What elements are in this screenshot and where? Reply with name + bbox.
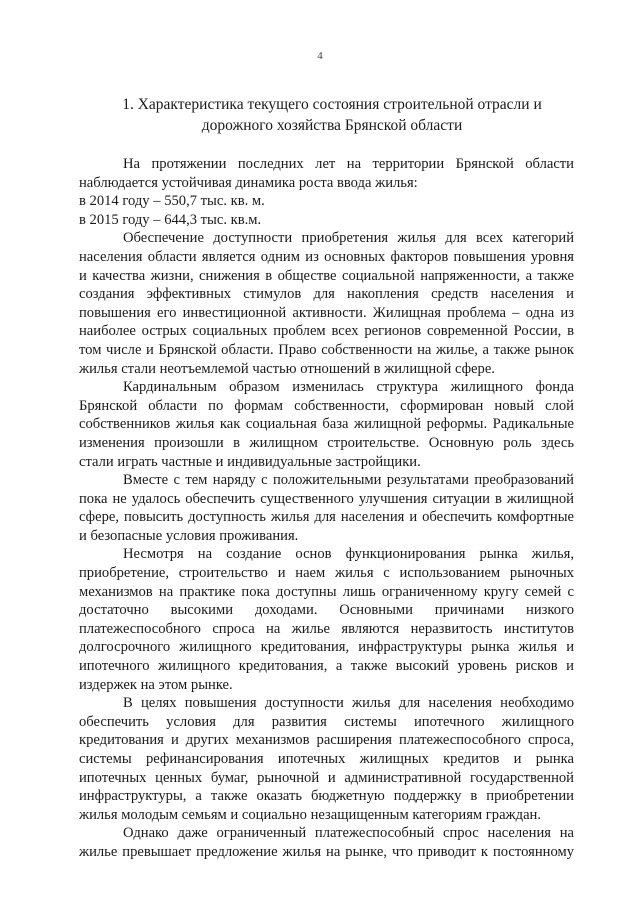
paragraph [79,471,574,545]
paragraph-line: создания эффективных стимулов для накопления средств населения и [79,286,574,303]
paragraph-line: жилье превышает предложение жилья на рынке, что приводит к постоянному [79,843,574,860]
paragraph-line: наблюдается устойчивая динамика роста ввода жилья: [79,174,418,191]
paragraph [79,694,574,824]
paragraph-line: приобретение, строительство и наем жилья с использованием рыночных [79,565,574,582]
paragraph-line: платежеспособного спроса на жилье являются неразвитость институтов [79,620,574,637]
page-number: 4 [317,50,323,62]
paragraph-line: и качества жизни, снижения в обществе социальной напряженности, а также [79,267,574,284]
paragraph-line: издержек на этом рынке. [79,676,233,693]
paragraph-line: ипотечных ценных бумаг, рыночной и административной государственной [79,769,574,786]
paragraph-line: Брянской области по формам собственности, сформирован новый слой [79,397,574,414]
paragraph-line: жилья стали неотъемлемой частью отношений в жилищной сфере. [79,360,495,377]
section-heading [112,94,552,136]
paragraph-line: долгосрочного жилищного кредитования, инфраструктуры рынка жилья и [79,639,574,656]
section-heading-line: дорожного хозяйства Брянской области [201,117,463,134]
paragraph-line: инфраструктуры, а также оказать бюджетную поддержку в приобретении [79,788,574,805]
paragraph-line: Кардинальным образом изменилась структура жилищного фонда [123,379,574,396]
paragraph-line: Несмотря на создание основ функционирования рынка жилья, [123,546,574,563]
paragraph [79,824,574,861]
paragraph [79,378,574,471]
paragraph-line: жилья молодым семьям и социально незащищенным категориям граждан. [79,806,542,823]
paragraph-line: В целях повышения доступности жилья для населения необходимо [123,695,574,712]
paragraph-line: и безопасные условия проживания. [79,527,299,544]
paragraph-line: пока не удалось обеспечить существенного улучшения ситуации в жилищной [79,490,574,507]
paragraph-line: Однако даже ограниченный платежеспособный спрос населения на [123,825,574,842]
paragraph-line: Обеспечение доступности приобретения жилья для всех категорий [123,230,574,247]
paragraph [79,155,574,192]
paragraph-line: кредитования и других механизмов расширения платежеспособного спроса, [79,732,574,749]
paragraph-line: ипотечного жилищного кредитования, а также высокий уровень рисков и [79,658,574,675]
body-text [79,155,574,862]
paragraph [79,211,574,230]
paragraph-line: в 2015 году – 644,3 тыс. кв.м. [79,211,262,228]
paragraph [79,229,574,378]
paragraph-line: обеспечить условия для развития системы ипотечного жилищного [79,713,574,730]
paragraph-line: изменения произошли в жилищном строительстве. Основную роль здесь [79,434,574,451]
paragraph-line: На протяжении последних лет на территории Брянской области [123,156,574,172]
paragraph-line: том числе и Брянской области. Право собственности на жилье, а также рынок [79,341,574,358]
paragraph-line: системы рефинансирования ипотечных жилищных кредитов и рынка [79,751,574,767]
paragraph [79,192,574,211]
paragraph-line: достаточно высокими доходами. Основными причинами низкого [79,602,574,619]
paragraph-line: повышения его инвестиционной активности. Жилищная проблема – одна из [79,304,574,321]
paragraph-line: механизмов на практике пока доступны лишь ограниченному кругу семей с [79,583,574,600]
paragraph [79,545,574,694]
paragraph-line: сфере, повысить доступность жилья для населения и обеспечить комфортные [79,509,574,526]
paragraph-line: в 2014 году – 550,7 тыс. кв. м. [79,193,265,210]
section-heading-line: 1. Характеристика текущего состояния строительной отрасли и [122,96,542,113]
paragraph-line: собственников жилья как социальная база жилищной реформы. Радикальные [79,416,574,433]
paragraph-line: наиболее острых социальных проблем всех регионов современной России, в [79,323,574,340]
paragraph-line: Вместе с тем наряду с положительными результатами преобразований [123,472,574,489]
paragraph-line: стали играть частные и индивидуальные застройщики. [79,453,421,470]
paragraph-line: населения области является одним из основных факторов повышения уровня [79,248,574,265]
